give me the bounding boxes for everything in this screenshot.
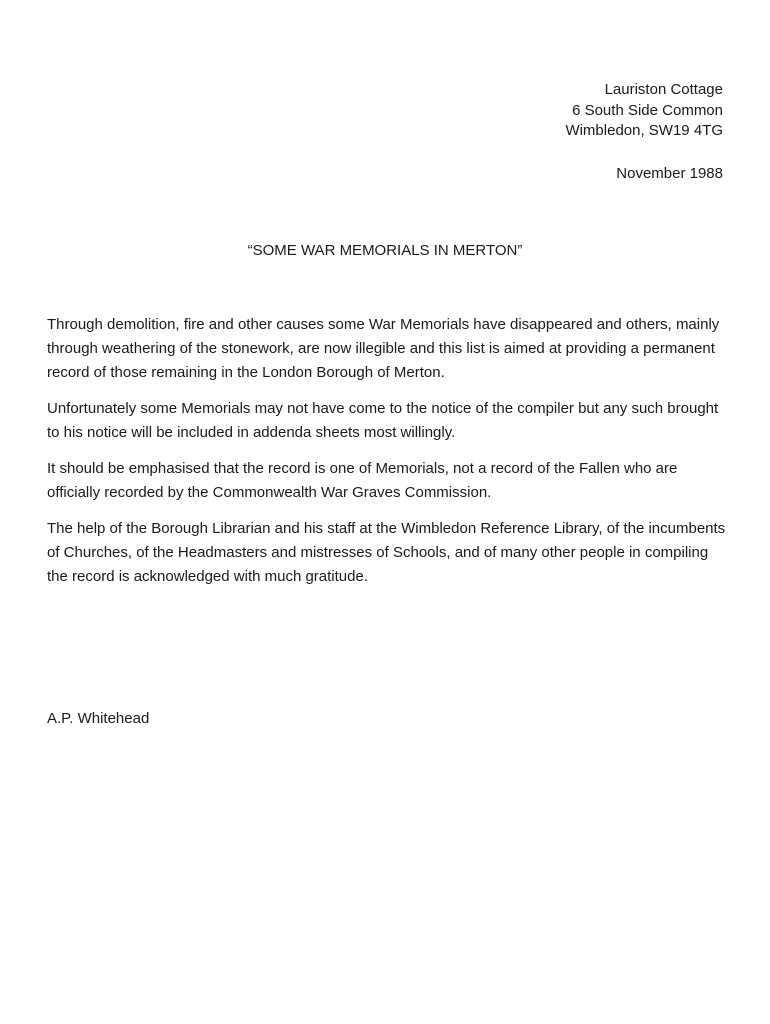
- paragraph-4: The help of the Borough Librarian and his staff at the Wimbledon Reference Library, of the incumbents of Churches, of the Headmasters and mistresses of Schools, and of many other people in compiling the record is acknowledged with much gratitude.: [47, 520, 726, 585]
- address-line-2: 6 South Side Common: [572, 101, 723, 119]
- paragraph-2: Unfortunately some Memorials may not have come to the notice of the compiler but any such brought to his notice will be included in addenda sheets most willingly.: [47, 400, 719, 441]
- paragraph-3: It should be emphasised that the record is one of Memorials, not a record of the Fallen who are officially recorded by the Commonwealth War Graves Commission.: [47, 460, 678, 501]
- document-title: “SOME WAR MEMORIALS IN MERTON”: [247, 242, 523, 259]
- body-text: [47, 313, 727, 601]
- paragraph-1: Through demolition, fire and other causes some War Memorials have disappeared and others, mainly through weathering of the stonework, are now illegible and this list is aimed at providing a permanent record of those remaining in the London Borough of Merton.: [47, 316, 720, 381]
- address-line-1: Lauriston Cottage: [604, 81, 723, 98]
- letter-date: November 1988: [616, 165, 723, 182]
- address-line-3: Wimbledon, SW19 4TG: [565, 122, 723, 139]
- signature: A.P. Whitehead: [47, 710, 150, 727]
- sender-address: [565, 80, 723, 142]
